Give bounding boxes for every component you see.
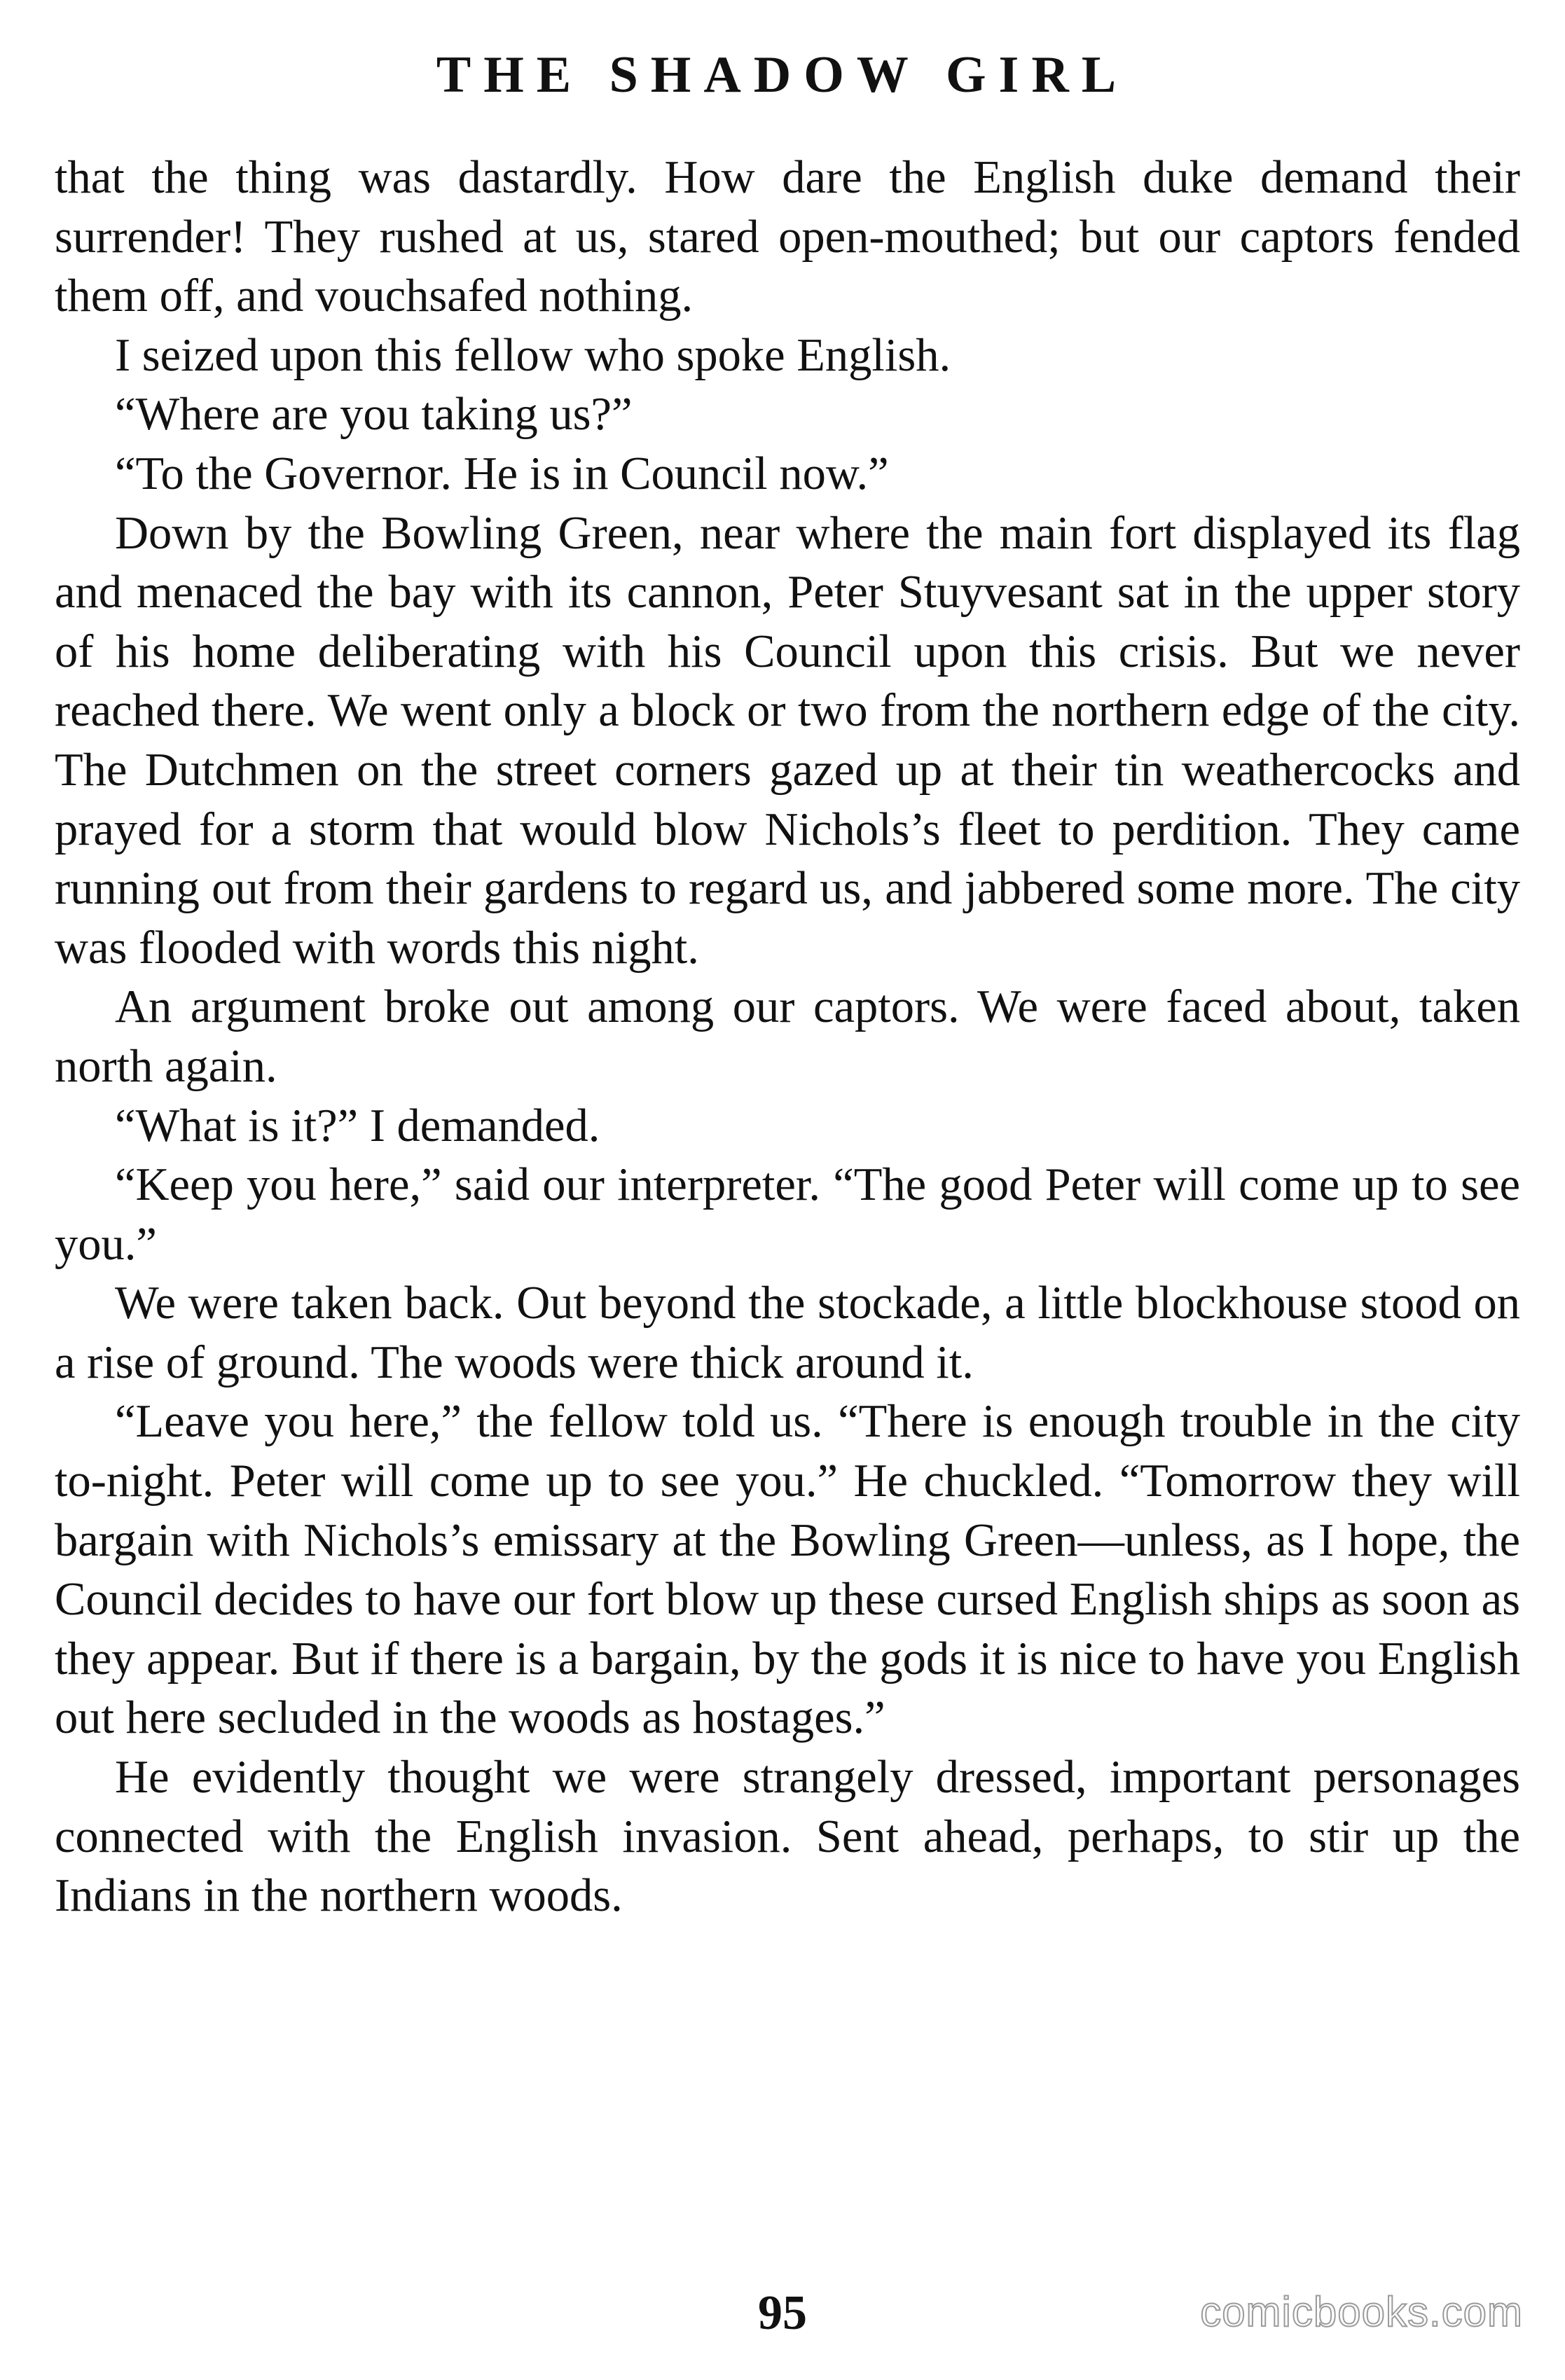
paragraph: “Where are you taking us?” (115, 389, 633, 441)
page-number: 95 (758, 2286, 807, 2340)
paragraph: that the thing was dastardly. How dare the English duke demand their surrender! They rushed at us, stared open-mouthed; but our captors fended them off, and vouchsafed nothing. (55, 152, 1520, 322)
running-head: THE SHADOW GIRL (436, 46, 1129, 104)
paragraph: “Leave you here,” the fellow told us. “There is enough trouble in the city to-night. Peter will come up to see you.” He chuckled. “Tomorrow they will bargain with Nichols’s emissary at the Bowling Green—unless, as I hope, the Council decides to have our fort blow up these cursed English ships as soon as they appear. But if there is a bargain, by the gods it is nice to have you English out here secluded in the woods as hostages.” (55, 1396, 1520, 1744)
paragraph: Down by the Bowling Green, near where the main fort displayed its flag and menaced the bay with its cannon, Peter Stuyvesant sat in the upper story of his home deliberating with his Council upon this crisis. But we never reached there. We went only a block or two from the northern edge of the city. The Dutchmen on the street corners gazed up at their tin weathercocks and prayed for a storm that would blow Nichols’s fleet to perdition. They came running out from their gardens to regard us, and jabbered some more. The city was flooded with words this night. (55, 507, 1520, 974)
watermark: comicbooks.com (1200, 2288, 1523, 2335)
paragraph: “To the Governor. He is in Council now.” (115, 448, 889, 499)
body-text (55, 148, 1520, 1926)
paragraph: “Keep you here,” said our interpreter. “The good Peter will come up to see you.” (55, 1159, 1520, 1270)
paragraph: He evidently thought we were strangely dressed, important personages connected with the English invasion. Sent ahead, perhaps, to stir up the Indians in the northern woods. (55, 1752, 1520, 1922)
paragraph: We were taken back. Out beyond the stockade, a little blockhouse stood on a rise of ground. The woods were thick around it. (55, 1278, 1520, 1388)
paragraph: An argument broke out among our captors. We were faced about, taken north again. (55, 981, 1520, 1092)
paragraph: I seized upon this fellow who spoke English. (115, 329, 951, 381)
paragraph: “What is it?” I demanded. (115, 1100, 600, 1151)
